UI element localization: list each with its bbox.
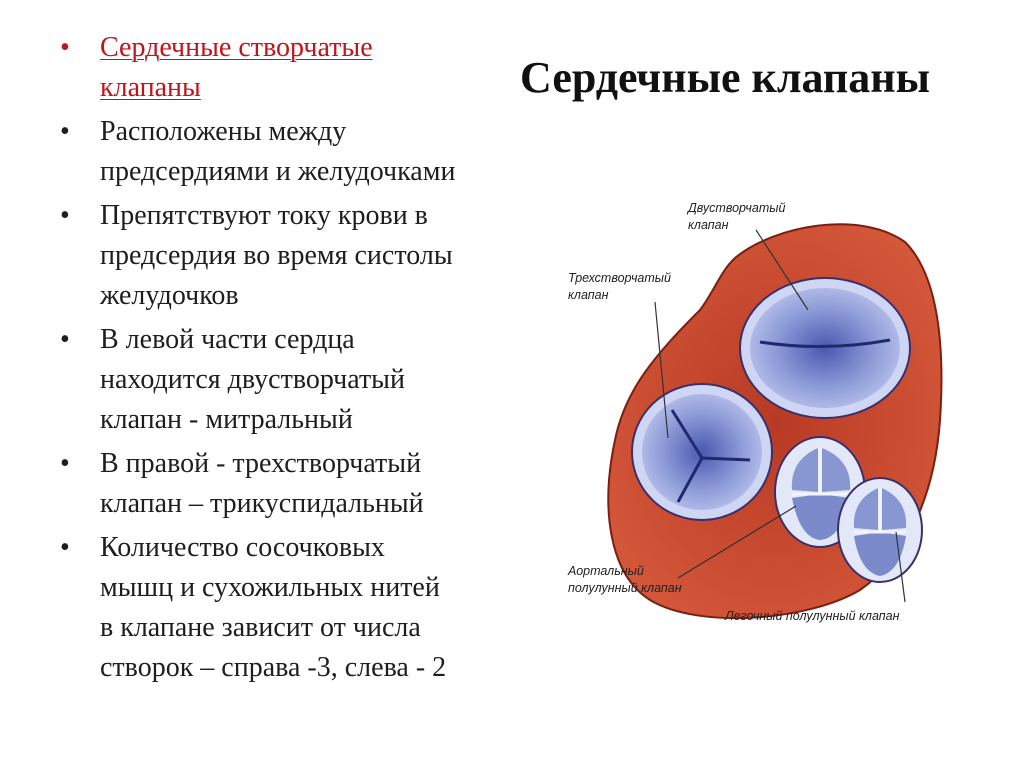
pulmonary-valve (838, 478, 922, 582)
bullet-list (58, 28, 528, 692)
bullet-line: в клапане зависит от числа (100, 612, 421, 643)
label-aortic-line: Аортальный (568, 564, 644, 578)
label-bicuspid-line: Двустворчатый (688, 201, 786, 215)
label-tricuspid-line: клапан (568, 288, 609, 302)
bullet-item-heading (58, 28, 528, 108)
label-bicuspid-line: клапан (688, 218, 729, 232)
slide-title: Сердечные клапаны (520, 53, 930, 102)
bullet-line: • Количество сосочковых (100, 532, 385, 563)
bullet-item (58, 444, 528, 524)
label-pulmonary: Легочный полулунный клапан (725, 609, 900, 623)
bullet-line: • Препятствуют току крови в (100, 200, 428, 231)
heart-valves-diagram (560, 190, 960, 640)
bullet-line: клапаны (100, 72, 201, 103)
bullet-item (58, 320, 528, 440)
label-tricuspid-line: Трехстворчатый (568, 271, 671, 285)
bullet-item (58, 196, 528, 316)
bullet-line: находится двустворчатый (100, 364, 405, 395)
bullet-line: • В левой части сердца (100, 324, 355, 355)
bullet-item (58, 528, 528, 688)
bullet-line: предсердия во время систолы (100, 240, 453, 271)
label-tricuspid (568, 271, 674, 302)
bullet-line: мышц и сухожильных нитей (100, 572, 440, 603)
label-aortic-line: полулунный клапан (568, 581, 682, 595)
bullet-line: • Расположены между (100, 116, 347, 147)
heart-valves-illustration (560, 190, 960, 640)
bullet-line: • В правой - трехстворчатый (100, 448, 422, 479)
bullet-line: клапан - митральный (100, 404, 353, 435)
bullet-line: клапан – трикуспидальный (100, 488, 424, 519)
bullet-line: предсердиями и желудочками (100, 156, 456, 187)
bullet-item (58, 112, 528, 192)
bicuspid-valve (740, 278, 910, 418)
bullet-line: желудочков (100, 280, 239, 311)
bullet-line: створок – справа -3, слева - 2 (100, 652, 447, 683)
tricuspid-valve (632, 384, 772, 520)
label-bicuspid (686, 201, 789, 232)
bullet-line: • Сердечные створчатые (100, 32, 373, 63)
